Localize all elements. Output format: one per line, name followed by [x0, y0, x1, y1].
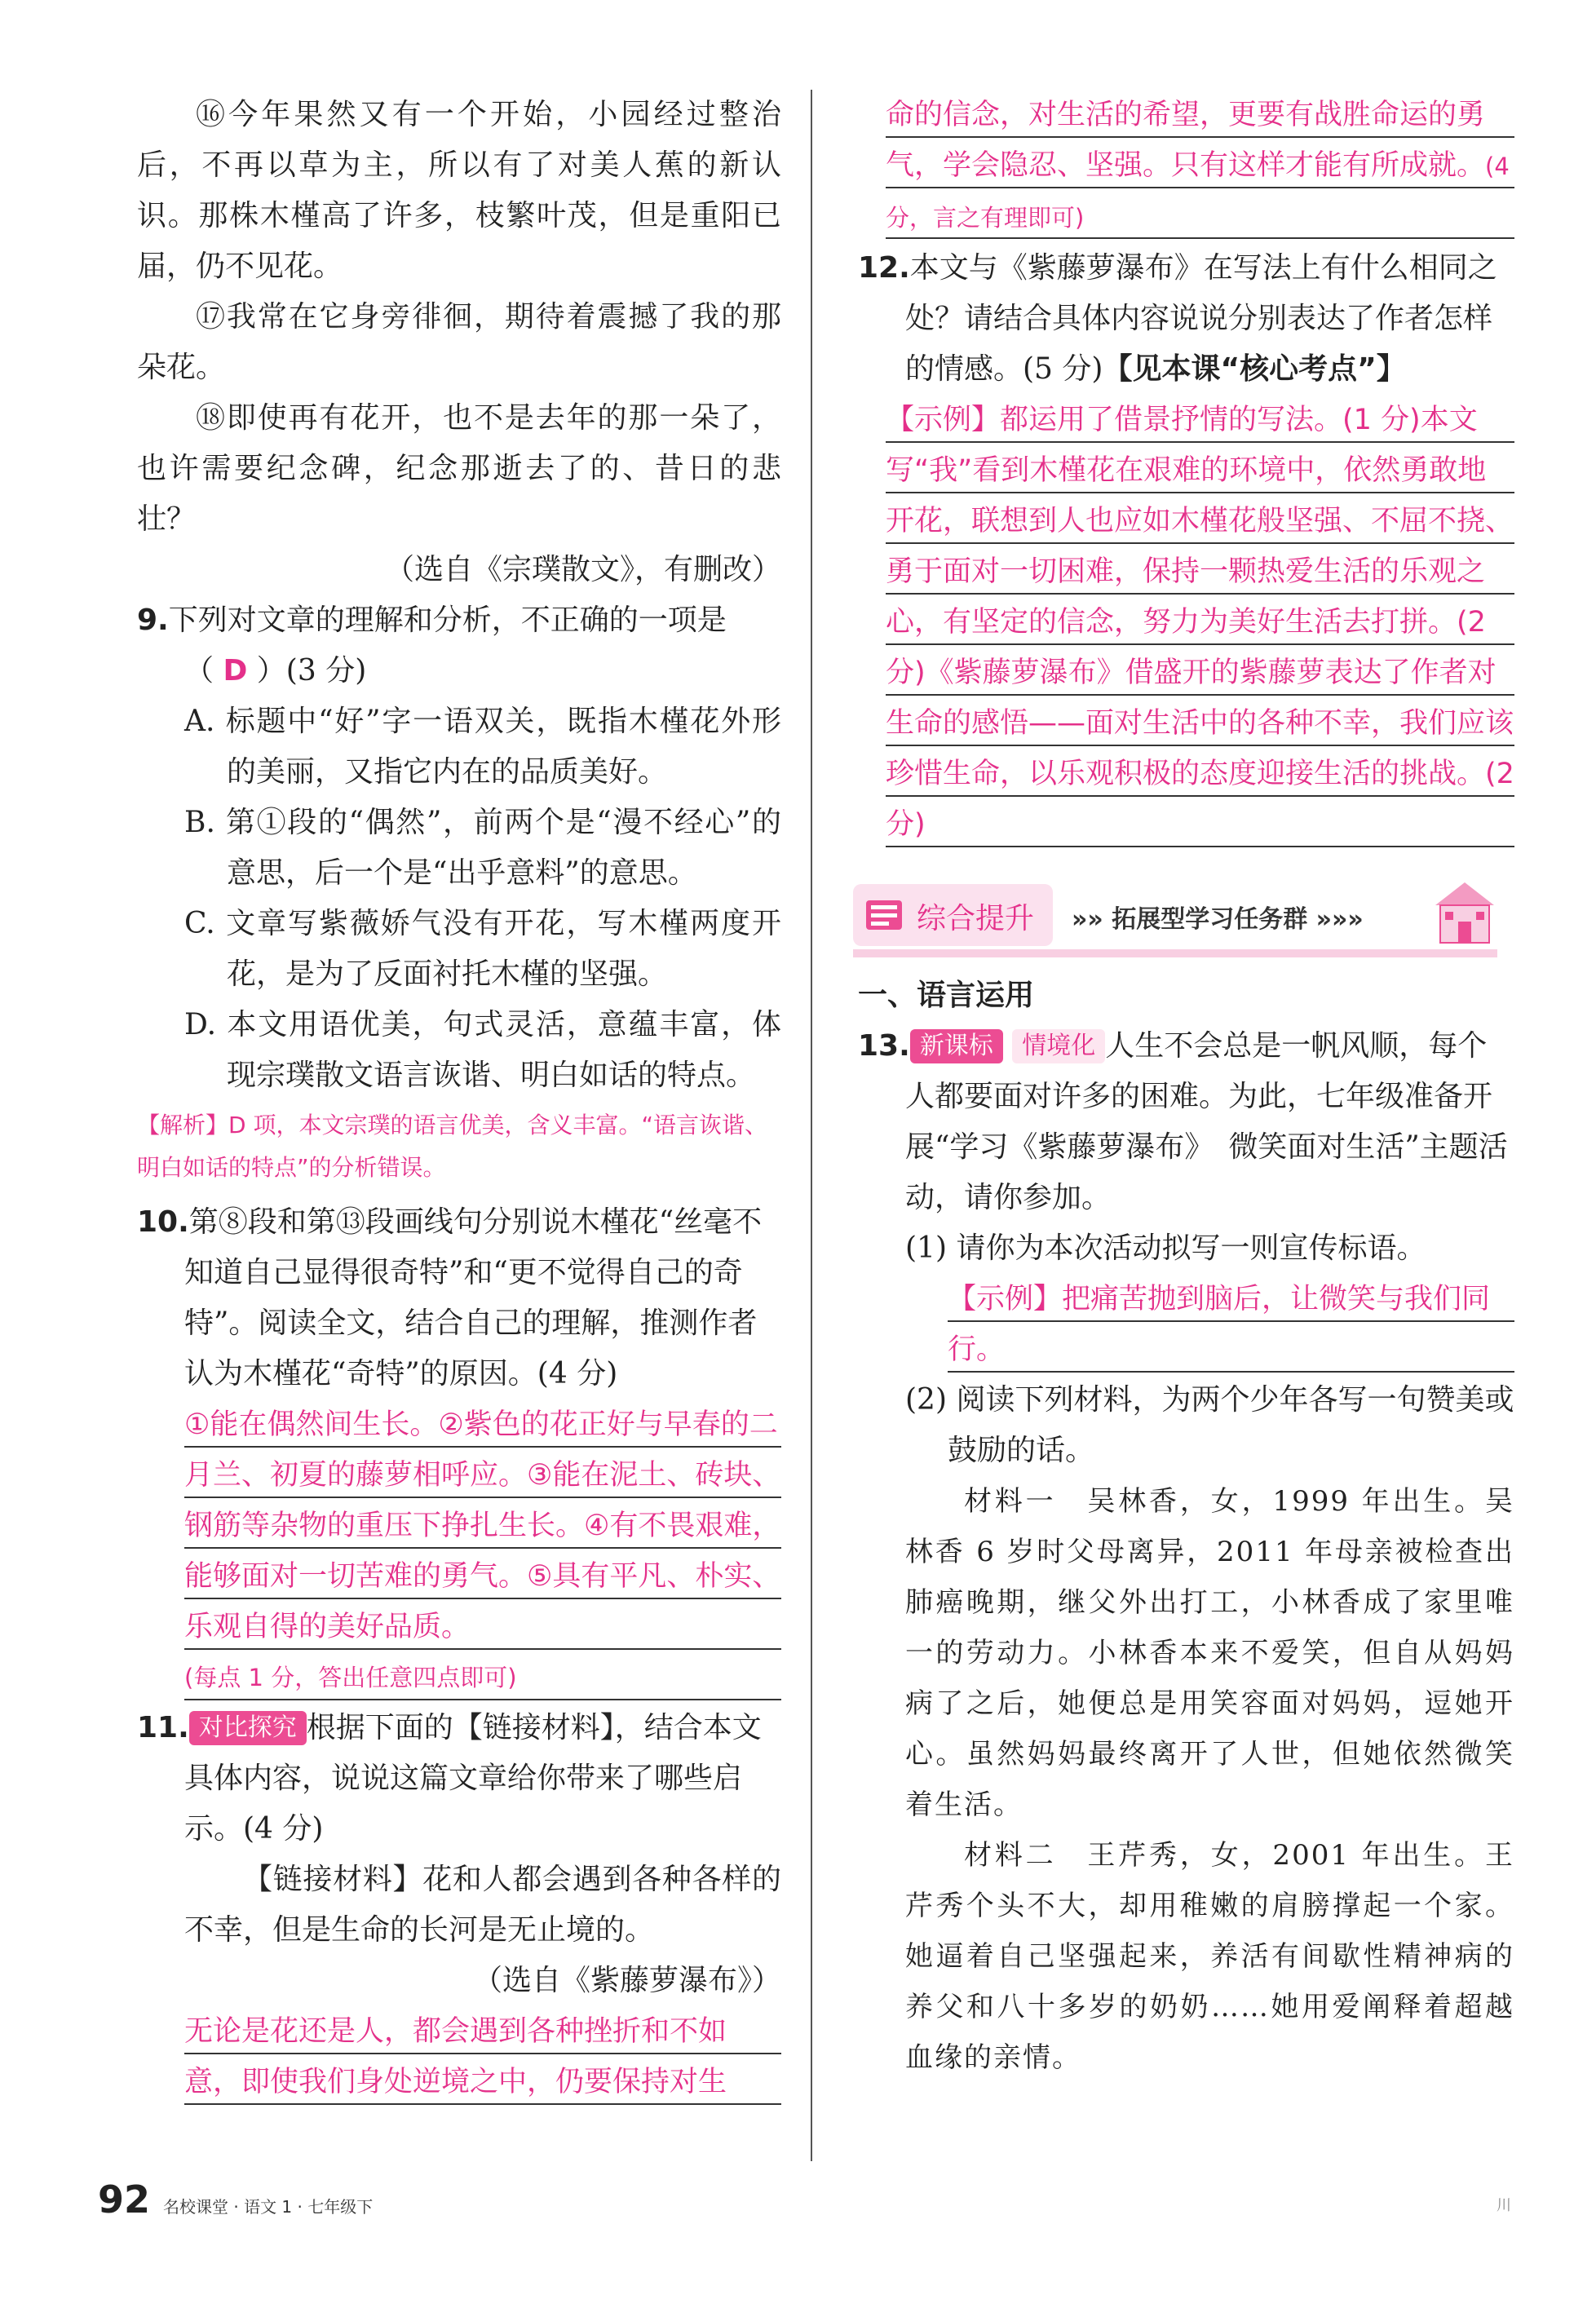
paragraph-16: ⑯今年果然又有一个开始，小园经过整治后，不再以草为主，所以有了对美人蕉的新认识。那株木槿高了许多，枝繁叶茂，但是重阳已届，仍不见花。 — [137, 98, 781, 283]
question-text: 人生不会总是一帆风顺，每个人都要面对许多的困难。为此，七年级准备开展“学习《紫藤萝瀑布》 微笑面对生活”主题活动，请你参加。 — [905, 1029, 1508, 1214]
school-building-icon — [1432, 878, 1497, 948]
answer-text: 【示例】都运用了借景抒情的写法。(1 分)本文写“我”看到木槿花在艰难的环境中，依然勇敢地开花，联想到人也应如木槿花般坚强、不屈不挠、勇于面对一切困难，保持一颗热爱生活的乐观之心，有坚定的信念，努力为美好生活去打拼。(2 分)《紫藤萝瀑布》借盛开的紫藤萝表达了作者对生命的感悟——面对生活中的各种不幸，我们应该珍惜生命，以乐观积极的态度迎接生活的挑战。(2 分) — [886, 395, 1514, 850]
book-icon — [864, 897, 904, 933]
question-13 — [858, 1021, 1514, 2083]
left-column — [137, 90, 781, 2107]
banner-bar — [853, 949, 1497, 957]
question-text: 下列对文章的理解和分析，不正确的一项是 — [168, 603, 727, 637]
paragraph-17: ⑰我常在它身旁徘徊，期待着震撼了我的那朵花。 — [137, 300, 781, 384]
analysis-note: 【解析】D 项，本文宗璞的语言优美，含义丰富。“语言诙谐、明白如话的特点”的分析错误。 — [137, 1112, 767, 1181]
paragraph-18: ⑱即使再有花开，也不是去年的那一朵了，也许需要纪念碑，纪念那逝去了的、昔日的悲壮？ — [137, 401, 781, 536]
section-banner — [853, 874, 1514, 964]
question-13-stem — [858, 1021, 1514, 1223]
link-material: 【链接材料】花和人都会遇到各种各样的不幸，但是生命的长河是无止境的。 — [184, 1863, 781, 1947]
question-text: 本文与《紫藤萝瀑布》在写法上有什么相同之处？请结合具体内容说说分别表达了作者怎样的情感。(5 分) — [905, 251, 1497, 386]
footer-mark: 川 — [1497, 2197, 1511, 2214]
footer-text: 名校课堂 · 语文 1 · 七年级下 — [163, 2197, 374, 2217]
question-number: 9. — [137, 603, 169, 637]
answer-text: 无论是花还是人，都会遇到各种挫折和不如意，即使我们身处逆境之中，仍要保持对生 — [184, 2006, 781, 2107]
answer-text: ①能在偶然间生长。②紫色的花正好与早春的二月兰、初夏的藤萝相呼应。③能在泥土、砖块、钢筋等杂物的重压下挣扎生长。④有不畏艰难，能够面对一切苦难的勇气。⑤具有平凡、朴实、乐观自得的美好品质。 — [184, 1399, 781, 1652]
question-number: 10. — [137, 1205, 189, 1239]
question-number: 12. — [858, 251, 910, 285]
option-c: C. 文章写紫薇娇气没有开花，写木槿两度开花，是为了反面衬托木槿的坚强。 — [184, 907, 781, 991]
section-heading: 一、语言运用 — [858, 979, 1035, 1012]
right-column — [858, 90, 1514, 2083]
scoring-note: (每点 1 分，答出任意四点即可) — [184, 1652, 781, 1703]
option-b: B. 第①段的“偶然”，前两个是“漫不经心”的意思，后一个是“出乎意料”的意思。 — [184, 806, 781, 890]
question-text: 第⑧段和第⑬段画线句分别说木槿花“丝毫不知道自己显得很奇特”和“更不觉得自己的奇特”。阅读全文，结合自己的理解，推测作者认为木槿花“奇特”的原因。(4 分) — [184, 1205, 763, 1390]
answer-letter: D — [223, 654, 248, 687]
question-11 — [137, 1703, 781, 2107]
text-source: （选自《宗璞散文》，有删改） — [384, 553, 781, 586]
question-10 — [137, 1197, 781, 1703]
scoring-note: (4 分，言之有理即可) — [886, 153, 1510, 232]
tag-context: 情境化 — [1012, 1029, 1105, 1063]
question-11-stem — [137, 1703, 781, 1855]
link-source: （选自《紫藤萝瀑布》） — [472, 1964, 781, 1997]
question-tag: 对比探究 — [189, 1711, 307, 1745]
question-9 — [137, 595, 781, 1189]
answer-continuation — [886, 90, 1514, 243]
banner-subtitle: »» 拓展型学习任务群 »»» — [1072, 905, 1364, 934]
material-1: 材料一 吴林香，女，1999 年出生。吴林香 6 岁时父母离异，2011 年母亲被检查出肺癌晚期，继父外出打工，小林香成了家里唯一的劳动力。小林香本来不爱笑，但自从妈妈病了之后，她便总是用笑容面对妈妈，逗她开心。虽然妈妈最终离开了人世，但她依然微笑着生活。 — [905, 1485, 1514, 1821]
material-2: 材料二 王芹秀，女，2001 年出生。王芹秀个头不大，却用稚嫩的肩膀撑起一个家。她逼着自己坚强起来，养活有间歇性精神病的养父和八十多岁的奶奶……她用爱阐释着超越血缘的亲情。 — [905, 1839, 1514, 2074]
question-12-stem — [858, 243, 1514, 395]
question-score: (3 分) — [285, 654, 367, 687]
question-9-stem: 9.下列对文章的理解和分析，不正确的一项是 （ D ）(3 分) — [137, 603, 727, 687]
tag-new-standard: 新课标 — [910, 1029, 1003, 1063]
column-divider — [811, 90, 812, 2161]
answer-text: 【示例】把痛苦抛到脑后，让微笑与我们同行。 — [948, 1274, 1514, 1375]
answer-text: 命的信念，对生活的希望，更要有战胜命运的勇气，学会隐忍、坚强。只有这样才能有所成就。 — [886, 99, 1486, 182]
question-text: 根据下面的【链接材料】，结合本文具体内容，说说这篇文章给你带来了哪些启示。(4 分) — [184, 1711, 762, 1846]
page-number: 92 — [98, 2177, 151, 2222]
option-a: A. 标题中“好”字一语双关，既指木槿花外形的美丽，又指它内在的品质美好。 — [184, 705, 781, 789]
question-number: 13. — [858, 1029, 910, 1063]
reference-note: 【见本课“核心考点”】 — [1103, 352, 1406, 386]
sub-question-1: (1) 请你为本次活动拟写一则宣传标语。 — [905, 1231, 1426, 1265]
option-d: D. 本文用语优美，句式灵活，意蕴丰富，体现宗璞散文语言诙谐、明白如话的特点。 — [184, 1008, 781, 1092]
question-number: 11. — [137, 1711, 189, 1744]
question-12 — [858, 243, 1514, 850]
question-10-stem — [137, 1197, 781, 1399]
banner-label: 综合提升 — [917, 902, 1035, 935]
sub-question-2: (2) 阅读下列材料，为两个少年各写一句赞美或鼓励的话。 — [905, 1383, 1514, 1467]
